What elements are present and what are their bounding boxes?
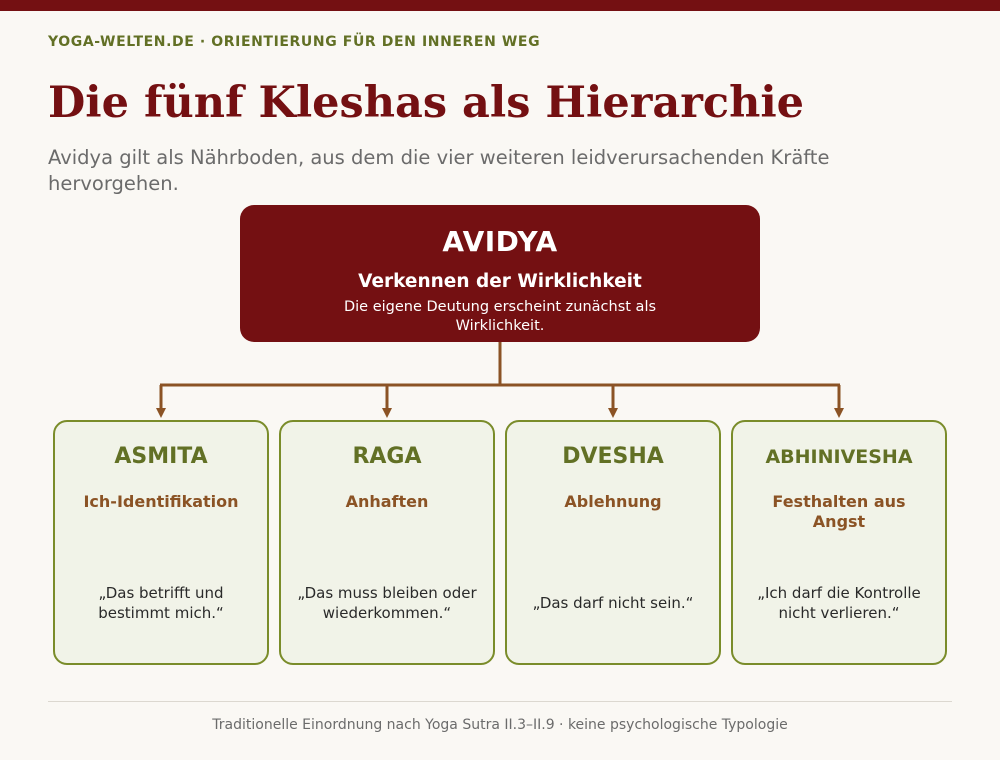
footer-note: Traditionelle Einordnung nach Yoga Sutra II.3–II.9 · keine psychologische Typologie bbox=[212, 717, 788, 733]
child-node-name: DVESHA bbox=[562, 444, 664, 469]
child-node-quote: „Das darf nicht sein.“ bbox=[532, 594, 694, 612]
child-node-quote: „Das betrifft und bestimmt mich.“ bbox=[98, 584, 224, 622]
root-node-description: Die eigene Deutung erscheint zunächst als Wirklichkeit. bbox=[343, 299, 657, 334]
child-node-name: ASMITA bbox=[114, 444, 208, 469]
child-node-dvesha bbox=[505, 420, 721, 665]
child-node-raga bbox=[279, 420, 495, 665]
child-node-quote: „Das muss bleiben oder wiederkommen.“ bbox=[297, 584, 477, 622]
child-node-meaning: Anhaften bbox=[345, 492, 429, 511]
child-node-abhinivesha bbox=[731, 420, 947, 665]
footer-divider bbox=[48, 701, 952, 702]
child-node-asmita bbox=[53, 420, 269, 665]
child-node-meaning: Ich-Identifikation bbox=[83, 492, 239, 511]
child-node-meaning: Festhalten aus Angst bbox=[772, 492, 906, 531]
child-node-quote: „Ich darf die Kontrolle nicht verlieren.“ bbox=[757, 584, 921, 622]
child-node-name: RAGA bbox=[352, 444, 422, 469]
root-node-meaning: Verkennen der Wirklichkeit bbox=[358, 271, 642, 292]
child-node-meaning: Ablehnung bbox=[564, 492, 662, 511]
site-kicker: YOGA-WELTEN.DE · ORIENTIERUNG FÜR DEN INNEREN WEG bbox=[48, 34, 541, 50]
page-subtitle: Avidya gilt als Nährboden, aus dem die vier weiteren leidverursachenden Kräfte hervorgehen. bbox=[48, 146, 830, 195]
child-node-name: ABHINIVESHA bbox=[765, 446, 913, 468]
root-node-name: AVIDYA bbox=[442, 225, 558, 258]
page-title: Die fünf Kleshas als Hierarchie bbox=[48, 78, 805, 128]
